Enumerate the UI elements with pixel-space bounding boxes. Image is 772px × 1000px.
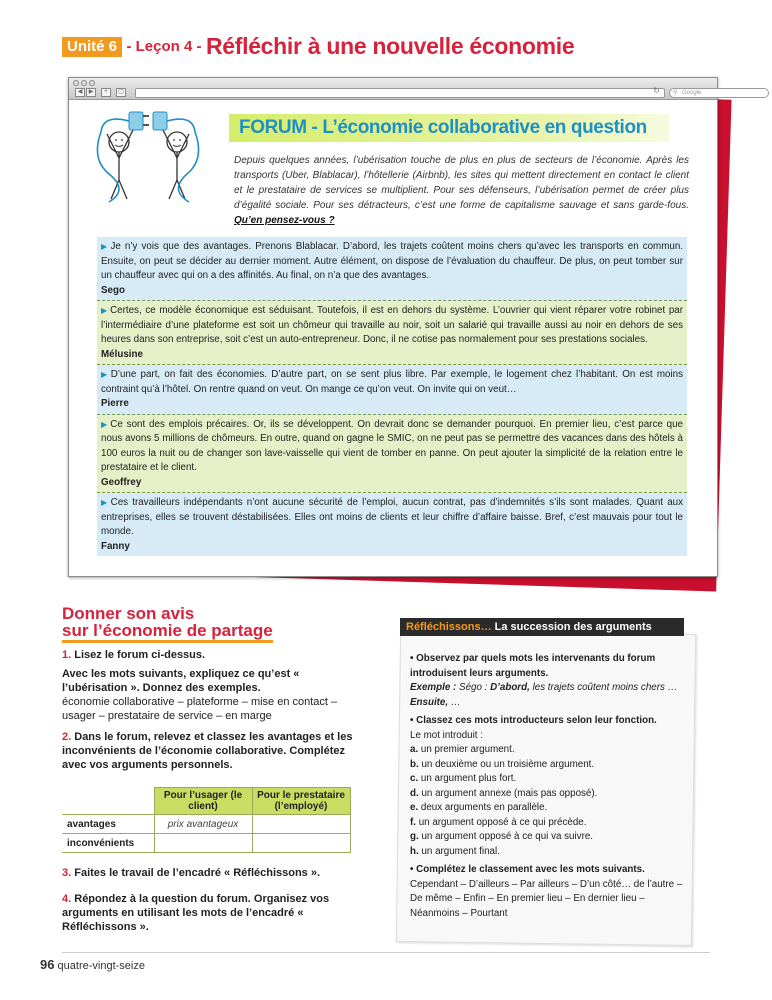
reflect-box-header — [400, 618, 684, 636]
list-item — [410, 787, 690, 802]
item-letter: b. — [410, 758, 419, 770]
row-label-disadvantages: inconvénients — [62, 834, 154, 853]
plug-people-illustration — [89, 104, 209, 204]
window-zoom-dot[interactable] — [89, 80, 95, 86]
page-number-words: quatre-vingt-seize — [57, 960, 145, 972]
post-author: Mélusine — [101, 348, 143, 360]
cell-advantage-provider — [252, 815, 350, 834]
forward-arrow-icon[interactable]: ▶ — [86, 88, 96, 97]
forum-post — [97, 237, 687, 301]
page-title: Réfléchir à une nouvelle économie — [205, 33, 575, 59]
row-label-advantages: avantages — [62, 815, 154, 834]
item-text: un premier argument. — [420, 744, 515, 755]
post-arrow-icon: ▶ — [101, 498, 109, 507]
reflect-box-content — [410, 650, 690, 921]
item-letter: c. — [410, 773, 419, 784]
forum-post — [97, 365, 687, 415]
table-header-user: Pour l’usager (le client) — [154, 788, 252, 815]
post-text: Ce sont des emplois précaires. Or, ils se développent. On devrait donc se demander pourquoi. En premier lieu, c’est parce que nous avons 5 millions de chômeurs. En outre, quand on gagne le SMIC, on ne peut pas se permettre des vacances dans des hôtels à 100 euros la nuit ou de changer son lave-vaisselle qui vient de tomber en panne. On peut ajouter la simplicité de la relation entre le prestataire et le client. — [101, 418, 683, 473]
list-item — [410, 830, 690, 845]
window-close-dot[interactable] — [73, 80, 79, 86]
example-text-2: … — [450, 696, 461, 708]
reflect-bullet-3: • Complétez le classement avec les mots suivants. — [410, 864, 645, 875]
post-text: Ces travailleurs indépendants n’ont aucune sécurité de l’emploi, aucun contrat, pas d’indemnités s’ils sont malades. Quant aux entreprises, elles se trouvent déstabilisées. Elles ont moins de clients et leur chiffre d’affaire baisse. Bref, c’est mauvais pour tout le monde. — [101, 497, 684, 537]
post-arrow-icon: ▶ — [101, 242, 109, 251]
q2-text: Dans le forum, relevez et classez les avantages et les inconvénients de l’économie collaborative. Complétez avec vos arguments personnels. — [62, 731, 353, 771]
reflect-bullet-2: • Classez ces mots introducteurs selon leur fonction. — [410, 715, 657, 726]
table-row — [62, 815, 350, 834]
item-text: un argument annexe (mais pas opposé). — [421, 787, 598, 799]
item-text: un deuxième ou un troisième argument. — [421, 758, 595, 770]
post-arrow-icon: ▶ — [101, 419, 109, 429]
forum-intro — [234, 153, 689, 228]
forum-posts — [97, 237, 687, 556]
post-author: Sego — [101, 284, 125, 296]
browser-toolbar — [69, 78, 717, 100]
page-footer — [40, 957, 145, 972]
reflect-example — [410, 681, 690, 710]
url-input[interactable] — [135, 88, 665, 98]
reload-icon[interactable]: ↻ — [653, 86, 660, 95]
forum-post — [97, 301, 687, 365]
forum-post — [97, 415, 687, 494]
list-item — [410, 743, 690, 758]
window-minimize-dot[interactable] — [81, 80, 87, 86]
q1-instruction: Avec les mots suivants, expliquez ce qu’est « l’ubérisation ». Donnez des exemples. — [62, 668, 300, 694]
item-letter: h. — [410, 845, 419, 857]
reflect-words: Cependant – D’ailleurs – Par ailleurs – D’un côté… de l’autre – De même – Enfin – En premier lieu – En dernier lieu – Néanmoins – Pourtant — [410, 878, 683, 919]
back-arrow-icon[interactable]: ◀ — [75, 88, 85, 97]
item-letter: a. — [410, 744, 419, 755]
item-letter: e. — [410, 802, 419, 813]
item-text: un argument opposé à ce qui va suivre. — [421, 831, 594, 842]
post-text: D’une part, on fait des économies. D’autre part, on se sent plus libre. Par exemple, le logement chez l’habitant. On est moins contraint qu’à l’hôtel. On rentre quand on veut. On mange ce qu’on veut. On invite qui on veut… — [101, 369, 684, 395]
section-title-line2: sur l’économie de partage — [62, 622, 273, 643]
post-text: Certes, ce modèle économique est séduisant. Toutefois, il est en dehors du système. L’ouvrier qui vient réparer votre robinet par l’intermédiaire d’une plateforme est soit un chômeur qui travaille au noir, soit un salarié qui travaille aussi au noir en dehors de ses heures dans son entreprise, soit c’est un auto-entrepreneur. Donc, il ne cotise pas normalement pour ses prestations sociales. — [101, 305, 684, 345]
advantages-table — [62, 787, 351, 853]
post-author: Fanny — [101, 540, 130, 552]
post-author: Pierre — [101, 398, 129, 409]
q1-number: 1. — [62, 649, 72, 661]
section-title-line1: Donner son avis — [62, 604, 195, 623]
cell-advantage-user: prix avantageux — [154, 815, 252, 834]
section-title — [62, 605, 302, 643]
list-item — [410, 772, 690, 787]
search-placeholder: Google — [682, 90, 702, 96]
forum-title: FORUM - L’économie collaborative en question — [229, 114, 669, 142]
q2-number: 2. — [62, 731, 72, 743]
q4-text: Répondez à la question du forum. Organisez vos arguments en utilisant les mots de l’encadré « Réfléchissons ». — [62, 893, 330, 933]
q3-text: Faites le travail de l’encadré « Réfléchissons ». — [74, 867, 321, 879]
item-letter: g. — [410, 831, 419, 842]
reflect-topic: La succession des arguments — [494, 621, 652, 633]
q3-number: 3. — [62, 867, 72, 879]
example-word-2: Ensuite, — [410, 696, 449, 708]
add-tab-icon[interactable]: + — [101, 88, 111, 97]
forum-post — [97, 493, 687, 556]
example-text-1: les trajets coûtent moins chers … — [532, 682, 678, 693]
browser-window — [68, 77, 718, 577]
reflect-bullet-1: • Observez par quels mots les intervenants du forum introduisent leurs arguments. — [410, 653, 656, 679]
q1-words: économie collaborative – plateforme – mise en contact – usager – prestataire de service – en marge — [62, 696, 338, 722]
post-text: Je n’y vois que des avantages. Prenons Blablacar. D’abord, les trajets coûtent moins chers qu’avec les transports en commun. Ensuite, on peut se décider au dernier moment. Autre élément, on dispose de l’évaluation du chauffeur. De plus, on peut tomber sur un chauffeur avec qui on a des affinités. Au final, on n’a que des avantages. — [101, 241, 683, 281]
forum-intro-text: Depuis quelques années, l’ubérisation touche de plus en plus de secteurs de l’économie. Après les transports (Uber, Blablacar), l’hôtellerie (Airbnb), les sites qui mettent directement en contact le client et le prestataire de services se multiplient. Pour ses défenseurs, l’ubérisation permet de créer plus d’égalité sociale. Pour ses détracteurs, c’est une forme de capitalisme sauvage et sans garde-fous. — [234, 155, 689, 211]
item-letter: f. — [410, 816, 416, 828]
post-author: Geoffrey — [101, 476, 142, 488]
search-icon: ⚲ — [673, 90, 678, 96]
q1-text: Lisez le forum ci-dessus. — [74, 649, 206, 661]
advantages-table-wrapper — [62, 787, 360, 853]
footer-divider — [62, 952, 710, 953]
post-arrow-icon: ▶ — [101, 370, 109, 379]
share-icon[interactable]: ▢ — [116, 88, 126, 97]
page-header — [62, 33, 574, 60]
example-speaker: Ségo : — [459, 682, 488, 693]
unit-badge: Unité 6 — [62, 37, 122, 57]
table-row — [62, 834, 350, 853]
lesson-label: - Leçon 4 - — [126, 38, 202, 55]
item-text: un argument plus fort. — [420, 773, 517, 784]
item-letter: d. — [410, 787, 419, 799]
reflect-label: Réfléchissons… — [406, 621, 492, 633]
item-text: un argument opposé à ce qui précède. — [418, 816, 587, 828]
item-text: deux arguments en parallèle. — [420, 802, 548, 813]
exercise-questions-3-4 — [62, 866, 362, 934]
list-item — [410, 845, 690, 860]
q4-number: 4. — [62, 893, 72, 905]
table-header-provider: Pour le prestataire (l’employé) — [252, 788, 350, 815]
example-word-1: D’abord, — [490, 682, 530, 693]
example-label: Exemple : — [410, 682, 457, 693]
list-item — [410, 816, 690, 831]
reflect-intro-line: Le mot introduit : — [410, 729, 483, 741]
search-input[interactable] — [669, 88, 769, 98]
cell-disadvantage-user — [154, 834, 252, 853]
table-corner — [62, 788, 154, 815]
list-item — [410, 758, 690, 773]
cell-disadvantage-provider — [252, 834, 350, 853]
page-number: 96 — [40, 957, 55, 972]
exercise-instructions — [62, 648, 362, 772]
item-text: un argument final. — [421, 845, 500, 857]
forum-question: Qu’en pensez-vous ? — [234, 215, 335, 226]
post-arrow-icon: ▶ — [101, 306, 109, 315]
list-item — [410, 801, 690, 816]
